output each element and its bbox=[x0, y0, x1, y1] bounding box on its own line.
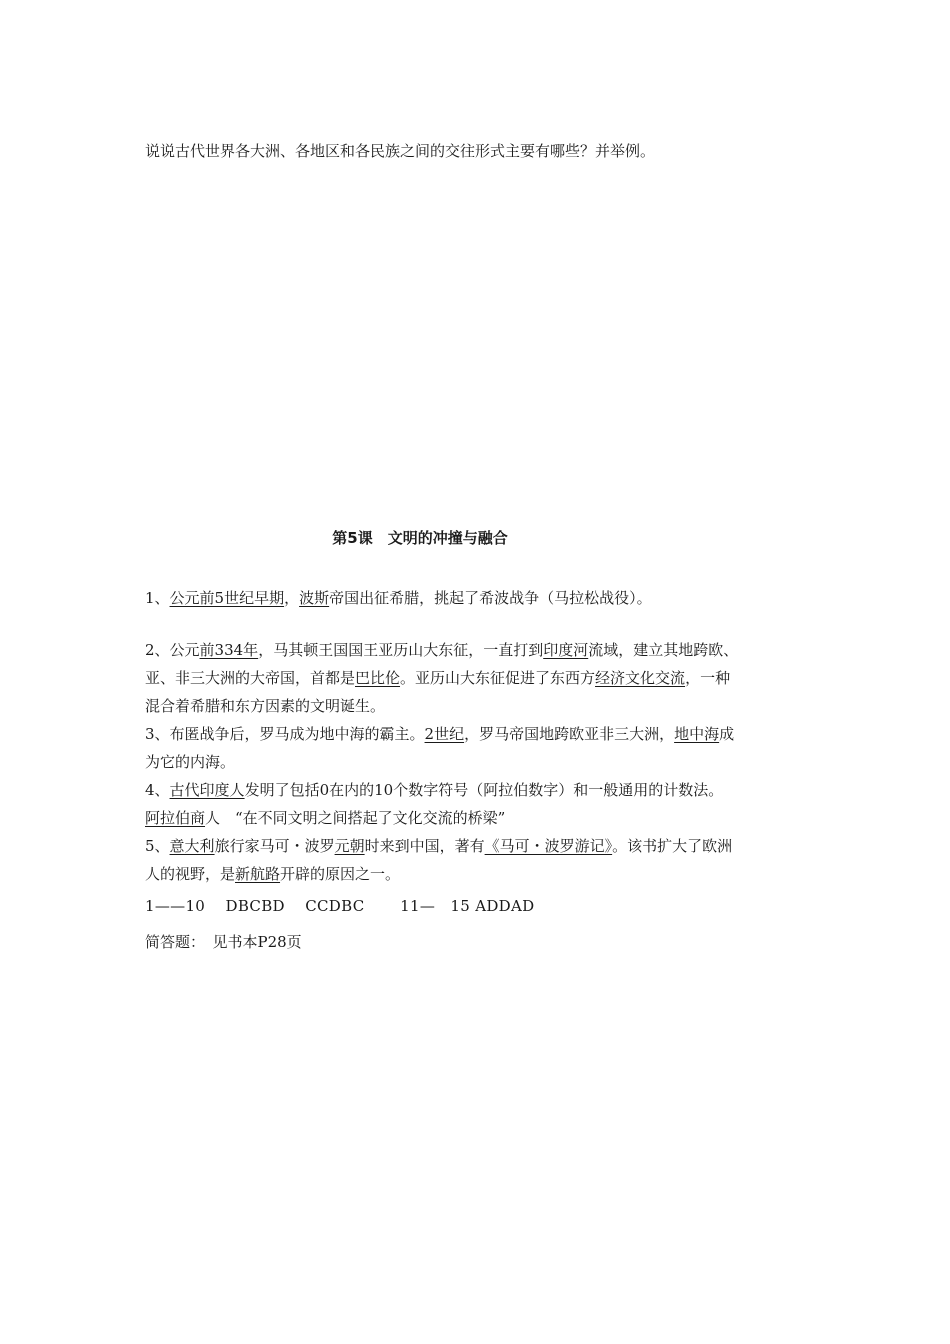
item2-text: 。亚历山大东征促进了东西方 bbox=[400, 669, 596, 687]
item-2-line-1 bbox=[145, 640, 738, 660]
item5-text: 5、 bbox=[145, 837, 170, 855]
item5-answer-italy: 意大利 bbox=[169, 837, 215, 855]
item5-text: 开辟的原因之一。 bbox=[280, 865, 401, 883]
item-4-line-2 bbox=[145, 808, 505, 828]
item2-text: 2、公元 bbox=[145, 641, 200, 659]
item3-answer-century: 2世纪 bbox=[424, 725, 465, 743]
short-answer-note: 简答题： 见书本P28页 bbox=[145, 933, 302, 951]
item4-text: 发明了包括0在内的10个数字符号（阿拉伯数字）和一般通用的计数法。 bbox=[244, 781, 724, 799]
item5-text: 旅行家马可・波罗 bbox=[214, 837, 335, 855]
answer-key: 1——10 DBCBD CCDBC 11— 15 ADDAD bbox=[145, 897, 535, 915]
item4-text: 4、 bbox=[145, 781, 170, 799]
question-text: 说说古代世界各大洲、各地区和各民族之间的交往形式主要有哪些？并举例。 bbox=[145, 142, 656, 160]
item-1 bbox=[145, 588, 652, 608]
item5-answer-book: 《马可・波罗游记》 bbox=[484, 837, 613, 855]
item-5-line-1 bbox=[145, 836, 732, 856]
item2-text: 流域，建立其地跨欧、 bbox=[588, 641, 739, 659]
item2-text: ，马其顿王国国王亚历山大东征，一直打到 bbox=[258, 641, 544, 659]
item5-text: 时来到中国，著有 bbox=[364, 837, 485, 855]
item2-answer-babylon: 巴比伦 bbox=[355, 669, 401, 687]
item5-answer-yuan: 元朝 bbox=[334, 837, 365, 855]
item-5-line-2 bbox=[145, 864, 400, 884]
item1-text: ， bbox=[284, 589, 300, 607]
item4-text: 人 “在不同文明之间搭起了文化交流的桥梁” bbox=[205, 809, 506, 827]
item3-answer-mediterranean: 地中海 bbox=[674, 725, 720, 743]
item1-answer-persia: 波斯 bbox=[299, 589, 330, 607]
item1-answer-date: 公元前5世纪早期 bbox=[169, 589, 285, 607]
item3-text: ，罗马帝国地跨欧亚非三大洲， bbox=[464, 725, 675, 743]
item2-text: ，一种 bbox=[685, 669, 731, 687]
item2-answer-exchange: 经济文化交流 bbox=[595, 669, 686, 687]
item1-prefix: 1、 bbox=[145, 589, 170, 607]
item2-answer-indus: 印度河 bbox=[543, 641, 589, 659]
item-4-line-1 bbox=[145, 780, 723, 800]
item-3-line-1 bbox=[145, 724, 734, 744]
lesson-title: 第5课 文明的冲撞与融合 bbox=[332, 529, 508, 547]
item4-answer-arab: 阿拉伯商 bbox=[145, 809, 206, 827]
item-3-line-2: 为它的内海。 bbox=[145, 753, 236, 771]
item-2-line-3: 混合着希腊和东方因素的文明诞生。 bbox=[145, 697, 386, 715]
item5-text: 。该书扩大了欧洲 bbox=[612, 837, 733, 855]
item-2-line-2 bbox=[145, 668, 730, 688]
item3-text: 3、布匿战争后，罗马成为地中海的霸主。 bbox=[145, 725, 425, 743]
item2-text: 亚、非三大洲的大帝国，首都是 bbox=[145, 669, 356, 687]
item1-text-end: 帝国出征希腊，挑起了希波战争（马拉松战役）。 bbox=[329, 589, 652, 607]
item4-answer-india: 古代印度人 bbox=[169, 781, 245, 799]
item2-answer-year: 前334年 bbox=[199, 641, 259, 659]
item5-answer-route: 新航路 bbox=[235, 865, 281, 883]
item3-text: 成 bbox=[719, 725, 735, 743]
item5-text: 人的视野，是 bbox=[145, 865, 236, 883]
